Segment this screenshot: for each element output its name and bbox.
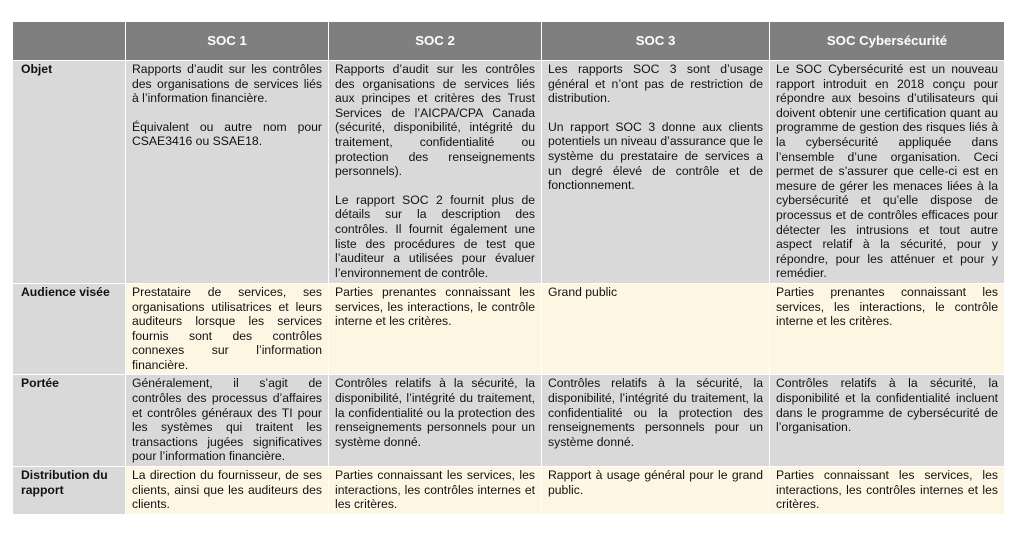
cell-paragraph: Contrôles relatifs à la sécurité, la disponibilité, l’intégrité du traitement, la confidentialité ou la protection des renseignements personnels pour un système donné. [548, 376, 763, 449]
cell-paragraph: Contrôles relatifs à la sécurité, la disponibilité, l’intégrité du traitement, la confidentialité ou la protection des renseignements personnels pour un système donné. [335, 376, 535, 449]
cell-paragraph: Équivalent ou autre nom pour CSAE3416 ou SSAE18. [132, 119, 322, 149]
cell-portee-soc3 [542, 375, 770, 467]
header-row [13, 22, 1005, 61]
cell-paragraph: Parties connaissant les services, les interactions, les contrôles internes et les critères. [776, 468, 998, 512]
cell-paragraph: Contrôles relatifs à la sécurité, la disponibilité et la confidentialité incluent dans le programme de cybersécurité de l’organisation. [776, 376, 998, 435]
cell-objet-soc2 [329, 61, 542, 284]
header-soc-cyber: SOC Cybersécurité [770, 22, 1005, 61]
cell-paragraph: Rapports d’audit sur les contrôles des organisations de services liés aux principes et critères des Trust Services de l’AICPA/CPA Canada (sécurité, disponibilité, intégrité du traitement, confidentialité ou protection des renseignements personnels). [335, 62, 535, 179]
cell-paragraph: Un rapport SOC 3 donne aux clients potentiels un niveau d’assurance que le système du prestataire de services a un degré élevé de contrôle et de fonctionnement. [548, 119, 763, 193]
cell-paragraph: Les rapports SOC 3 sont d’usage général et n’ont pas de restriction de distribution. [548, 62, 763, 106]
cell-paragraph: Rapport à usage général pour le grand public. [548, 468, 763, 497]
cell-paragraph: Parties prenantes connaissant les services, les interactions, le contrôle interne et les critères. [776, 284, 998, 329]
header-soc2: SOC 2 [329, 22, 542, 61]
cell-distribution-soc-cyber [770, 467, 1005, 515]
cell-distribution-soc1 [126, 467, 329, 515]
cell-portee-soc1 [126, 375, 329, 467]
header-empty [13, 22, 126, 61]
cell-paragraph: Généralement, il s’agit de contrôles des processus d’affaires et contrôles généraux des TI pour les systèmes qui traitent les transactions jugées significatives pour l’information financière. [132, 376, 322, 464]
table-row [13, 375, 1005, 467]
cell-objet-soc1 [126, 61, 329, 284]
cell-portee-soc2 [329, 375, 542, 467]
cell-audience-soc2 [329, 283, 542, 375]
cell-paragraph: La direction du fournisseur, de ses clients, ainsi que les auditeurs des clients. [132, 468, 322, 512]
cell-objet-soc3 [542, 61, 770, 284]
cell-distribution-soc3 [542, 467, 770, 515]
cell-objet-soc-cyber [770, 61, 1005, 284]
cell-paragraph: Le rapport SOC 2 fournit plus de détails sur la description des contrôles. Il fournit également une liste des procédures de test que l’auditeur a utilisées pour évaluer l’environnement de contrôle. [335, 192, 535, 280]
cell-paragraph: Parties prenantes connaissant les services, les interactions, le contrôle interne et les critères. [335, 284, 535, 329]
cell-audience-soc1 [126, 283, 329, 375]
cell-paragraph: Le SOC Cybersécurité est un nouveau rapport introduit en 2018 conçu pour répondre aux besoins d’utilisateurs qui doivent obtenir une certification quant au programme de gestion des risques liés à la cybersécurité appliquée dans l’ensemble d’une organisation. Ceci permet de s’assurer que celle-ci est en mesure de gérer les menaces liées à la cybersécurité et qu’elle dispose de processus et de contrôles efficaces pour détecter les intrusions et tout autre aspect relatif à la sécurité, pour y répondre, pour les atténuer et pour y remédier. [776, 62, 998, 281]
table-row [13, 61, 1005, 284]
cell-paragraph: Grand public [548, 284, 618, 299]
cell-distribution-soc2 [329, 467, 542, 515]
table-row [13, 467, 1005, 515]
soc-comparison-table-wrapper [12, 21, 1004, 515]
header-soc1: SOC 1 [126, 22, 329, 61]
row-header-audience: Audience visée [13, 283, 126, 375]
row-header-portee: Portée [13, 375, 126, 467]
soc-comparison-table [12, 21, 1005, 515]
header-soc3: SOC 3 [542, 22, 770, 61]
cell-audience-soc3 [542, 283, 770, 375]
row-header-distribution: Distribution du rapport [13, 467, 126, 515]
cell-paragraph: Parties connaissant les services, les interactions, les contrôles internes et les critères. [335, 468, 535, 512]
cell-paragraph: Rapports d’audit sur les contrôles des organisations de services liés à l’information financière. [132, 62, 322, 106]
cell-audience-soc-cyber [770, 283, 1005, 375]
cell-portee-soc-cyber [770, 375, 1005, 467]
cell-paragraph: Prestataire de services, ses organisations utilisatrices et leurs auditeurs lorsque les services fournis sont des contrôles connexes sur l’information financière. [132, 284, 322, 372]
row-header-objet: Objet [13, 61, 126, 284]
table-row [13, 283, 1005, 375]
